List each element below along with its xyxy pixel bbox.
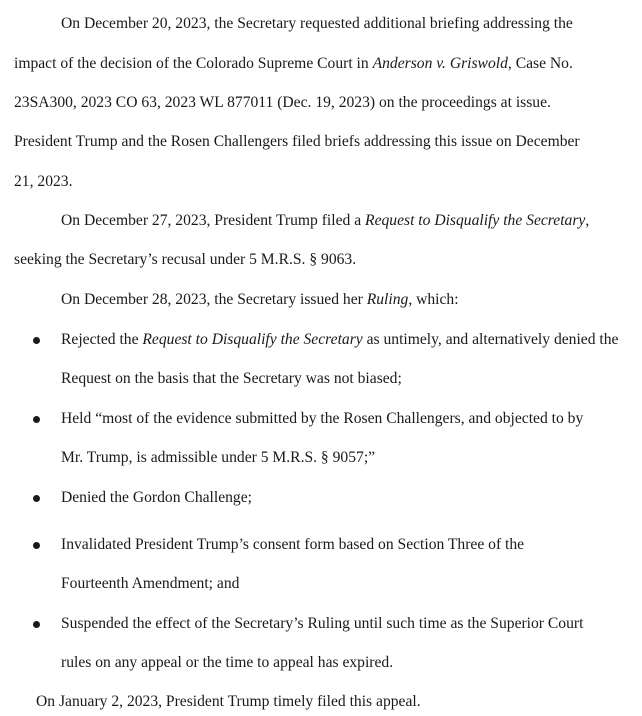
paragraph-1-line-1 (61, 14, 573, 34)
bullet-text: Request on the basis that the Secretary was not biased; (61, 370, 402, 387)
paragraph-text: , Case No. (507, 55, 573, 72)
case-name: Anderson v. Griswold (372, 55, 508, 72)
bullet-2-line-2 (61, 448, 375, 468)
paragraph-text: On January 2, 2023, President Trump timely filed this appeal. (36, 693, 421, 710)
bullet-text: Denied the Gordon Challenge; (61, 489, 252, 506)
bullet-1-line-2 (61, 369, 402, 389)
bullet-text: as untimely, and alternatively denied the (362, 331, 619, 348)
paragraph-1-line-2 (14, 54, 573, 74)
bullet-5-line-2 (61, 653, 393, 673)
document-title: Ruling (366, 291, 409, 308)
bullet-text: Suspended the effect of the Secretary’s Ruling until such time as the Superior Court (61, 615, 584, 632)
bullet-text: Fourteenth Amendment; and (61, 575, 240, 592)
paragraph-text: On December 28, 2023, the Secretary issued her (61, 291, 367, 308)
paragraph-3-line-1 (61, 290, 459, 310)
bullet-text: Mr. Trump, is admissible under 5 M.R.S. § 9057;” (61, 449, 376, 466)
bullet-4-line-1 (61, 535, 524, 555)
document-title: Request to Disqualify the Secretary (365, 212, 586, 229)
bullet-icon (33, 495, 40, 502)
paragraph-1-line-5 (14, 172, 72, 192)
paragraph-text: 23SA300, 2023 CO 63, 2023 WL 877011 (Dec. 19, 2023) on the proceedings at issue. (14, 94, 551, 111)
bullet-4-line-2 (61, 574, 239, 594)
bullet-icon (33, 337, 40, 344)
paragraph-1-line-4 (14, 132, 580, 152)
bullet-2-line-1 (61, 409, 583, 429)
bullet-icon (33, 416, 40, 423)
paragraph-4-line-1 (36, 692, 421, 712)
paragraph-text: , (585, 212, 590, 229)
paragraph-text: 21, 2023. (14, 173, 73, 190)
paragraph-text: impact of the decision of the Colorado Supreme Court in (14, 55, 373, 72)
paragraph-2-line-2 (14, 250, 356, 270)
paragraph-text: , which: (408, 291, 459, 308)
bullet-5-line-1 (61, 614, 583, 634)
bullet-text: Rejected the (61, 331, 143, 348)
bullet-text: Held “most of the evidence submitted by the Rosen Challengers, and objected to by (61, 410, 584, 427)
paragraph-text: On December 20, 2023, the Secretary requested additional briefing addressing the (61, 15, 573, 32)
paragraph-text: On December 27, 2023, President Trump filed a (61, 212, 366, 229)
paragraph-text: seeking the Secretary’s recusal under 5 M.R.S. § 9063. (14, 251, 357, 268)
paragraph-text: President Trump and the Rosen Challengers filed briefs addressing this issue on December (14, 133, 580, 150)
document-title: Request to Disqualify the Secretary (142, 331, 363, 348)
bullet-icon (33, 542, 40, 549)
bullet-text: rules on any appeal or the time to appeal has expired. (61, 654, 394, 671)
bullet-text: Invalidated President Trump’s consent form based on Section Three of the (61, 536, 525, 553)
paragraph-2-line-1 (61, 211, 589, 231)
bullet-icon (33, 621, 40, 628)
bullet-1-line-1 (61, 330, 618, 350)
bullet-3-line-1 (61, 488, 252, 508)
paragraph-1-line-3 (14, 93, 551, 113)
